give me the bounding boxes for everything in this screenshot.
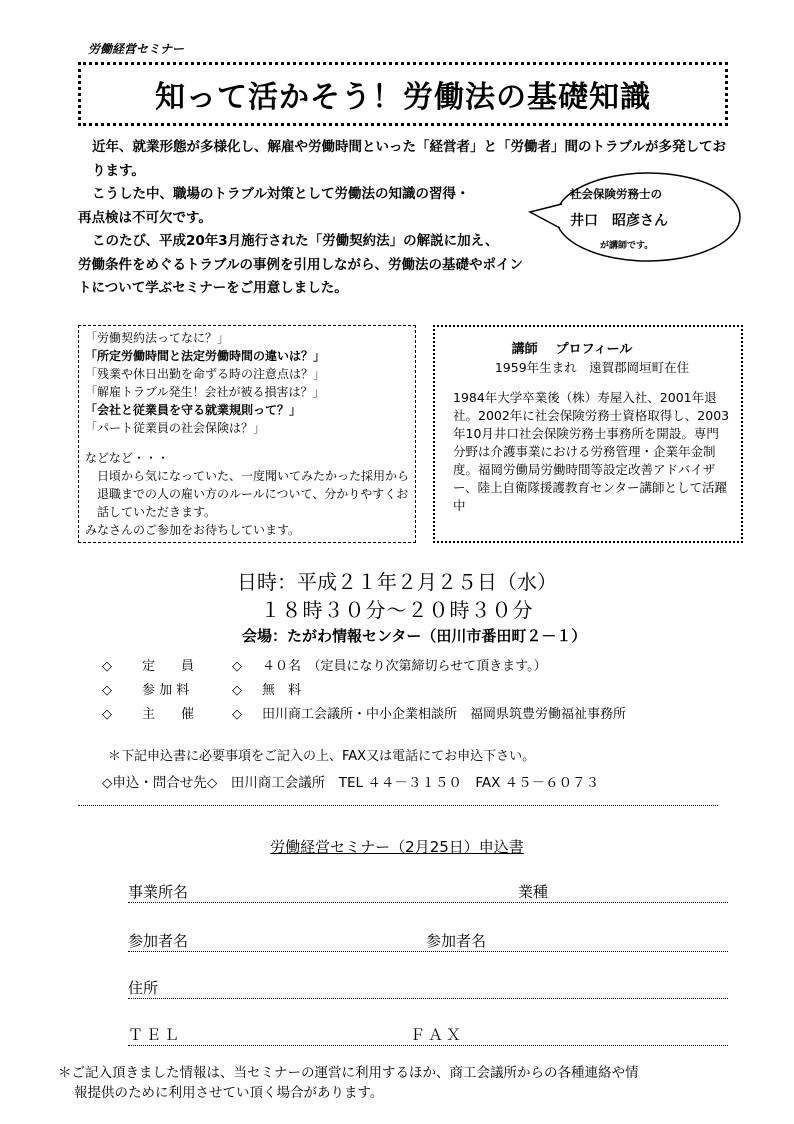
questions-closing: みなさんのご参加をお待ちしています。 <box>85 523 301 537</box>
info-row-capacity <box>102 655 547 674</box>
question-item: 「解雇トラブル発生！会社が被る損害は？」 <box>85 385 325 399</box>
question-item: 「会社と従業員を守る就業規則って？」 <box>85 403 302 417</box>
diamond-icon: ◇ <box>102 683 112 698</box>
address-label: 住所 <box>128 979 159 997</box>
industry-label: 業種 <box>518 883 549 901</box>
questions-body: 日頃から気になっていた、一度聞いてみたかった採用から退職までの人の雇い方のルールについて、分かりやすくお話していただきます。 <box>97 469 410 519</box>
profile-heading <box>453 341 731 359</box>
participant-1-label: 参加者名 <box>128 932 189 950</box>
question-item: 「残業や休日出勤を命ずる時の注意点は？」 <box>85 367 326 381</box>
info-key: 主 催 <box>142 707 195 722</box>
info-value: ４０名 （定員になり次第締切らせて頂きます。） <box>262 659 547 674</box>
speaker-name: 井口 昭彦さん <box>570 213 668 229</box>
cut-line-divider <box>78 805 718 806</box>
profile-birth: 1959年生まれ 遠賀郡岡垣町在住 <box>494 360 690 375</box>
profile-box <box>433 325 743 543</box>
page-title: 知って活かそう！労働法の基礎知識 <box>155 80 651 115</box>
tel-fax-field[interactable] <box>128 1023 728 1046</box>
question-item: 「労働契約法ってなに？」 <box>85 331 230 345</box>
event-time: １８時３０分～２０時３０分 <box>260 598 534 622</box>
event-date: 日時：平成２１年２月２５日（水） <box>237 570 557 594</box>
form-title <box>0 836 794 857</box>
question-item: 「パート従業員の社会保険は？」 <box>85 421 266 435</box>
disclaimer <box>58 1063 758 1103</box>
info-value: 無 料 <box>262 683 302 698</box>
question-item: 「所定労働時間と法定労働時間の違いは？」 <box>85 349 326 363</box>
disclaimer-line-2: 報提供のために利用させてい頂く場合があります。 <box>74 1085 384 1101</box>
info-key: 参 加 料 <box>142 683 190 698</box>
application-contact: ◇申込・問合せ先◇ 田川商工会議所 TEL ４４－３１５０ FAX ４５－６０７３ <box>102 775 600 791</box>
address-field[interactable] <box>128 976 728 999</box>
bubble-line-1: 社会保険労務士の <box>570 187 662 201</box>
title-box <box>78 62 728 126</box>
tel-label: ＴＥＬ <box>128 1026 183 1044</box>
info-row-fee <box>102 679 301 698</box>
participant-field[interactable] <box>128 929 728 952</box>
intro-paragraph-3a: このたび、平成20年3月施行された「労働契約法」の解説に加え、 <box>92 233 499 249</box>
profile-heading-b: プロフィール <box>555 342 633 357</box>
intro-paragraph-3b: 労働条件をめぐるトラブルの事例を引用しながら、労働法の基礎やポイントについて学ぶセミナーをご用意しました。 <box>78 256 523 296</box>
application-note: ＊下記申込書に必要事項をご記入の上、FAX又は電話にてお申込下さい。 <box>108 749 536 764</box>
business-name-label: 事業所名 <box>128 883 189 901</box>
bubble-line-3: が講師です。 <box>600 241 654 251</box>
info-value: 田川商工会議所・中小企業相談所 福岡県筑豊労働福祉事務所 <box>262 707 627 722</box>
questions-etc: などなど・・・ <box>85 451 170 465</box>
profile-heading-a: 講師 <box>511 342 538 357</box>
info-key: 定 員 <box>142 659 195 674</box>
intro-paragraph-2a: こうした中、職場のトラブル対策として労働法の知識の習得・ <box>92 186 470 202</box>
business-name-field[interactable] <box>128 880 728 903</box>
diamond-icon: ◇ <box>232 707 242 722</box>
disclaimer-line-1: ＊ご記入頂きました情報は、当セミナーの運営に利用するほか、商工会議所からの各種連絡や情 <box>58 1065 639 1081</box>
profile-body: 1984年大学卒業後（株）寿屋入社、2001年退社。2002年に社会保険労務士資格取得し、2003年10月井口社会保険労務士事務所を開設。専門分野は介護事業における労務管理・企業年金制度。福岡労働局労働時間等設定改善アドバイザー、陸上自衛隊援護教育センター講師として活躍中 <box>453 390 730 513</box>
form-title-text: 労働経営セミナー（2月25日）申込書 <box>270 838 524 856</box>
event-venue: 会場：たがわ情報センター（田川市番田町２－１） <box>242 627 587 645</box>
participant-2-label: 参加者名 <box>426 932 487 950</box>
info-row-organizer <box>102 703 626 722</box>
series-label: 労働経営セミナー <box>88 42 185 56</box>
fax-label: ＦＡＸ <box>410 1026 465 1044</box>
diamond-icon: ◇ <box>102 659 112 674</box>
questions-box <box>78 325 416 543</box>
speaker-bubble <box>528 168 744 266</box>
intro-paragraph-2b: 再点検は不可欠です。 <box>78 209 212 226</box>
intro-paragraph-1: 近年、就業形態が多様化し、解雇や労働時間といった「経営者」と「労働者」間のトラブルが多発しております。 <box>92 139 726 179</box>
diamond-icon: ◇ <box>102 707 112 722</box>
diamond-icon: ◇ <box>232 683 242 698</box>
diamond-icon: ◇ <box>232 659 242 674</box>
